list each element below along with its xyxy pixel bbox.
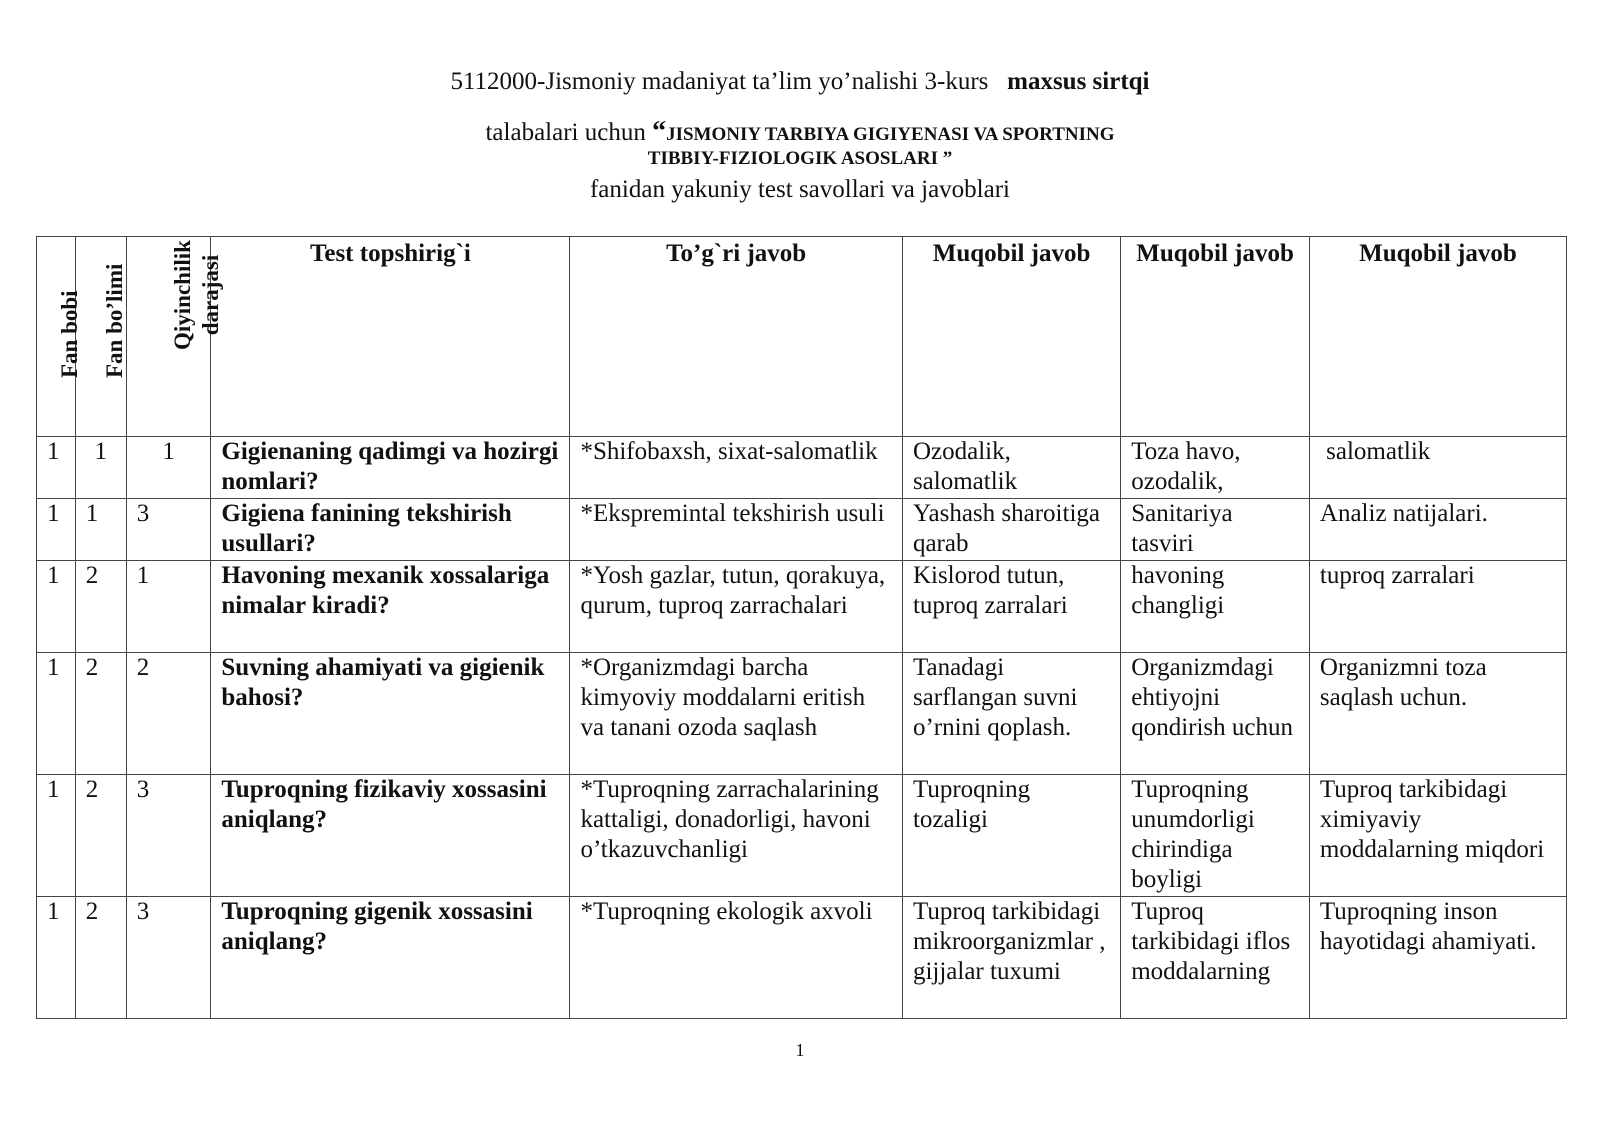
cell-muqobil-2: Toza havo, ozodalik,: [1121, 437, 1310, 499]
header-test-topshirigi: Test topshirig`i: [211, 237, 570, 437]
cell-fan-bolimi: 2: [75, 897, 126, 1019]
cell-daraja: 1: [126, 561, 211, 653]
table-row: [37, 653, 1567, 775]
cell-muqobil-1: Yashash sharoitiga qarab: [902, 499, 1120, 561]
cell-togri-javob: *Tuproqning zarrachalarining kattaligi, donadorligi, havoni o’tkazuvchanligi: [570, 775, 903, 897]
table-row: [37, 499, 1567, 561]
cell-muqobil-2: Organizmdagi ehtiyojni qondirish uchun: [1121, 653, 1310, 775]
cell-muqobil-2: Tuproq tarkibidagi iflos moddalarning: [1121, 897, 1310, 1019]
cell-togri-javob: *Ekspremintal tekshirish usuli: [570, 499, 903, 561]
header-muqobil-javob-2: Muqobil javob: [1121, 237, 1310, 437]
cell-fan-bolimi: 1: [75, 499, 126, 561]
cell-muqobil-2: Tuproqning unumdorligi chirindiga boyligi: [1121, 775, 1310, 897]
table-row: [37, 775, 1567, 897]
cell-muqobil-3: salomatlik: [1309, 437, 1566, 499]
cell-daraja: 2: [126, 653, 211, 775]
cell-savol: Tuproqning gigenik xossasini aniqlang?: [211, 897, 570, 1019]
document-title-line1: [0, 68, 1600, 96]
cell-muqobil-2: havoning changligi: [1121, 561, 1310, 653]
title-open-quote: “: [652, 116, 667, 147]
cell-muqobil-1: Ozodalik, salomatlik: [902, 437, 1120, 499]
cell-muqobil-1: Tanadagi sarflangan suvni o’rnini qoplash.: [902, 653, 1120, 775]
cell-muqobil-3: tuproq zarralari: [1309, 561, 1566, 653]
cell-daraja: 3: [126, 775, 211, 897]
document-title-line4: fanidan yakuniy test savollari va javoblari: [589, 176, 1010, 203]
cell-savol: Tuproqning fizikaviy xossasini aniqlang?: [211, 775, 570, 897]
cell-fan-bolimi: 2: [75, 561, 126, 653]
cell-daraja: 3: [126, 897, 211, 1019]
header-togri-javob: To’g`ri javob: [570, 237, 903, 437]
cell-fan-bobi: 1: [37, 897, 76, 1019]
cell-savol: Suvning ahamiyati va gigienik bahosi?: [211, 653, 570, 775]
title-close-quote: ”: [942, 148, 953, 169]
cell-fan-bobi: 1: [37, 775, 76, 897]
cell-savol: Havoning mexanik xossalariga nimalar kiradi?: [211, 561, 570, 653]
cell-muqobil-3: Tuproq tarkibidagi ximiyaviy moddalarning miqdori: [1309, 775, 1566, 897]
cell-fan-bolimi: 2: [75, 775, 126, 897]
cell-muqobil-3: Tuproqning inson hayotidagi ahamiyati.: [1309, 897, 1566, 1019]
table-header-row: [37, 237, 1567, 437]
cell-muqobil-3: Organizmni toza saqlash uchun.: [1309, 653, 1566, 775]
cell-daraja: 3: [126, 499, 211, 561]
header-qiyinchilik-darajasi: Qiyinchilik darajasi: [126, 237, 211, 437]
header-fan-bolimi: Fan bo’limi: [75, 237, 126, 437]
document-title-line3: [0, 148, 1600, 170]
cell-fan-bobi: 1: [37, 499, 76, 561]
cell-togri-javob: *Shifobaxsh, sixat-salomatlik: [570, 437, 903, 499]
cell-muqobil-1: Tuproq tarkibidagi mikroorganizmlar , gijjalar tuxumi: [902, 897, 1120, 1019]
title-subject-part1: JISMONIY TARBIYA GIGIYENASI VA SPORTNING: [666, 124, 1115, 145]
page-number: 1: [795, 1040, 805, 1060]
cell-muqobil-2: Sanitariya tasviri: [1121, 499, 1310, 561]
title-course-text: 5112000-Jismoniy madaniyat ta’lim yo’nalishi 3-kurs: [450, 68, 989, 95]
cell-savol: Gigiena fanining tekshirish usullari?: [211, 499, 570, 561]
test-questions-table: [36, 236, 1567, 1019]
header-muqobil-javob-3: Muqobil javob: [1309, 237, 1566, 437]
cell-togri-javob: *Yosh gazlar, tutun, qorakuya, qurum, tuproq zarrachalari: [570, 561, 903, 653]
table-row: [37, 897, 1567, 1019]
table-row: [37, 437, 1567, 499]
document-title-line2: [0, 116, 1600, 148]
cell-fan-bobi: 1: [37, 653, 76, 775]
title-course-type: maxsus sirtqi: [1007, 68, 1150, 95]
cell-muqobil-1: Kislorod tutun, tuproq zarralari: [902, 561, 1120, 653]
cell-fan-bobi: 1: [37, 437, 76, 499]
title-subject-part2: TIBBIY-FIZIOLOGIK ASOSLARI: [647, 148, 938, 169]
header-muqobil-javob-1: Muqobil javob: [902, 237, 1120, 437]
cell-fan-bobi: 1: [37, 561, 76, 653]
cell-muqobil-1: Tuproqning tozaligi: [902, 775, 1120, 897]
cell-fan-bolimi: 1: [75, 437, 126, 499]
cell-daraja: 1: [126, 437, 211, 499]
cell-togri-javob: *Tuproqning ekologik axvoli: [570, 897, 903, 1019]
title-audience: talabalari uchun: [485, 119, 646, 146]
cell-fan-bolimi: 2: [75, 653, 126, 775]
header-fan-bobi: Fan bobi: [37, 237, 76, 437]
table-row: [37, 561, 1567, 653]
cell-togri-javob: *Organizmdagi barcha kimyoviy moddalarni eritish va tanani ozoda saqlash: [570, 653, 903, 775]
cell-savol: Gigienaning qadimgi va hozirgi nomlari?: [211, 437, 570, 499]
cell-muqobil-3: Analiz natijalari.: [1309, 499, 1566, 561]
